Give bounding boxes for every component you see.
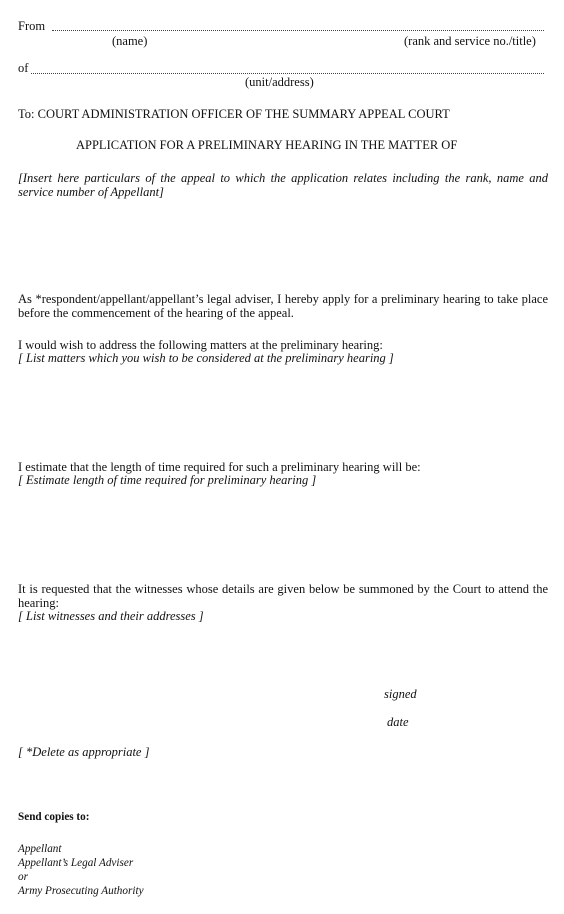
estimate-text: I estimate that the length of time required for such a preliminary hearing will be: — [18, 460, 421, 474]
form-heading: APPLICATION FOR A PRELIMINARY HEARING IN THE MATTER OF — [76, 138, 458, 152]
date-label: date — [387, 715, 409, 729]
matters-text: I would wish to address the following matters at the preliminary hearing: — [18, 338, 383, 352]
unit-caption: (unit/address) — [245, 75, 314, 89]
of-dotted-line — [31, 73, 544, 74]
send-copies-title: Send copies to: — [18, 811, 90, 823]
appeal-instruction: [Insert here particulars of the appeal to which the application relates including the rank, name and service number of Appellant] — [18, 171, 548, 199]
name-caption: (name) — [112, 34, 148, 48]
recipient-or: or — [18, 871, 28, 883]
witnesses-instruction: [ List witnesses and their addresses ] — [18, 609, 204, 623]
witnesses-text: It is requested that the witnesses whose details are given below be summoned by the Court to attend the hearing: — [18, 582, 548, 610]
from-label: From — [18, 19, 46, 33]
matters-instruction: [ List matters which you wish to be considered at the preliminary hearing ] — [18, 351, 394, 365]
recipient-prosecuting-authority: Army Prosecuting Authority — [18, 885, 144, 897]
recipient-appellant: Appellant — [18, 843, 62, 855]
of-label: of — [18, 61, 29, 75]
to-line: To: COURT ADMINISTRATION OFFICER OF THE SUMMARY APPEAL COURT — [18, 107, 450, 121]
rank-caption: (rank and service no./title) — [404, 34, 536, 48]
application-statement: As *respondent/appellant/appellant’s legal adviser, I hereby apply for a preliminary hearing to take place before the commencement of the hearing of the appeal. — [18, 292, 548, 320]
from-dotted-line — [52, 30, 544, 31]
recipient-legal-adviser: Appellant’s Legal Adviser — [18, 857, 134, 869]
delete-note: [ *Delete as appropriate ] — [18, 745, 150, 759]
estimate-instruction: [ Estimate length of time required for preliminary hearing ] — [18, 473, 317, 487]
signed-label: signed — [384, 687, 417, 701]
